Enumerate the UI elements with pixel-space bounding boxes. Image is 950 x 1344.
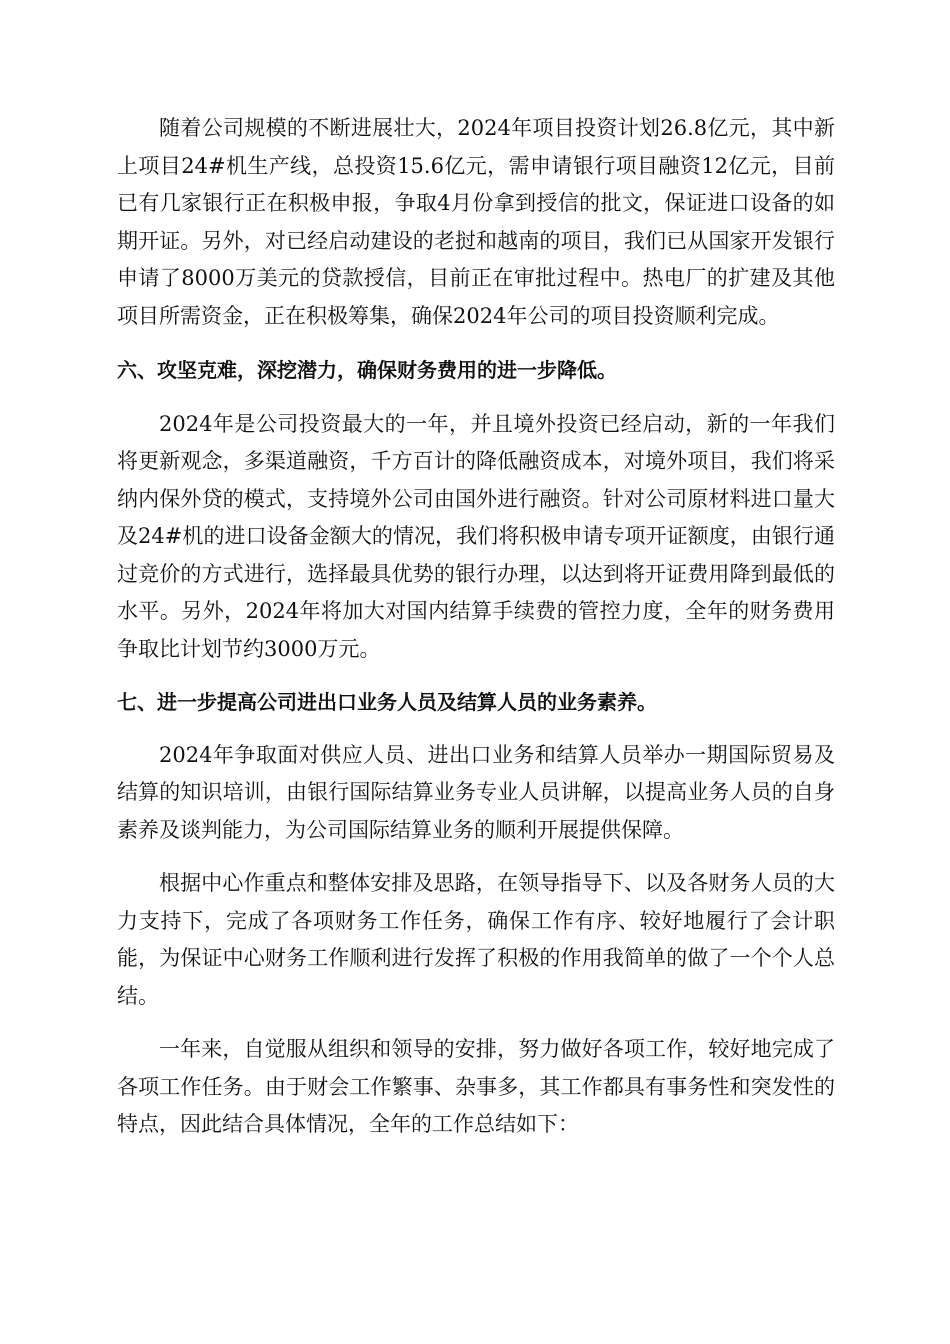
paragraph-financial-cost: 2024年是公司投资最大的一年，并且境外投资已经启动，新的一年我们将更新观念，多渠道融资，千方百计的降低融资成本，对境外项目，我们将采纳内保外贷的模式，支持境外公司由国外进行融资。针对公司原材料进口量大及24#机的进口设备金额大的情况，我们将积极申请专项开证额度，由银行通过竞价的方式进行，选择最具优势的银行办理，以达到将开证费用降到最低的水平。另外，2024年将加大对国内结算手续费的管控力度，全年的财务费用争取比计划节约3000万元。 [117,411,835,661]
paragraph-training: 2024年争取面对供应人员、进出口业务和结算人员举办一期国际贸易及结算的知识培训，由银行国际结算业务专业人员讲解，以提高业务人员的自身素养及谈判能力，为公司国际结算业务的顺利开展提供保障。 [117,742,835,842]
paragraph-summary-intro: 根据中心作重点和整体安排及思路，在领导指导下、以及各财务人员的大力支持下，完成了各项财务工作任务，确保工作有序、较好地履行了会计职能，为保证中心财务工作顺利进行发挥了积极的作用我简单的做了一个个人总结。 [117,871,835,1008]
paragraph-project-investment: 随着公司规模的不断进展壮大，2024年项目投资计划26.8亿元，其中新上项目24#机生产线，总投资15.6亿元，需申请银行项目融资12亿元，目前已有几家银行正在积极申报，争取4月份拿到授信的批文，保证进口设备的如期开证。另外，对已经启动建设的老挝和越南的项目，我们已从国家开发银行申请了8000万美元的贷款授信，目前正在审批过程中。热电厂的扩建及其他项目所需资金，正在积极筹集，确保2024年公司的项目投资顺利完成。 [117,116,835,328]
section-heading-7: 七、进一步提高公司进出口业务人员及结算人员的业务素养。 [117,690,657,714]
paragraph-year-review: 一年来，自觉服从组织和领导的安排，努力做好各项工作，较好地完成了各项工作任务。由于财会工作繁事、杂事多，其工作都具有事务性和突发性的特点，因此结合具体情况，全年的工作总结如下： [117,1037,835,1136]
section-heading-6: 六、攻坚克难，深挖潜力，确保财务费用的进一步降低。 [117,358,617,382]
document-body [117,110,835,1144]
